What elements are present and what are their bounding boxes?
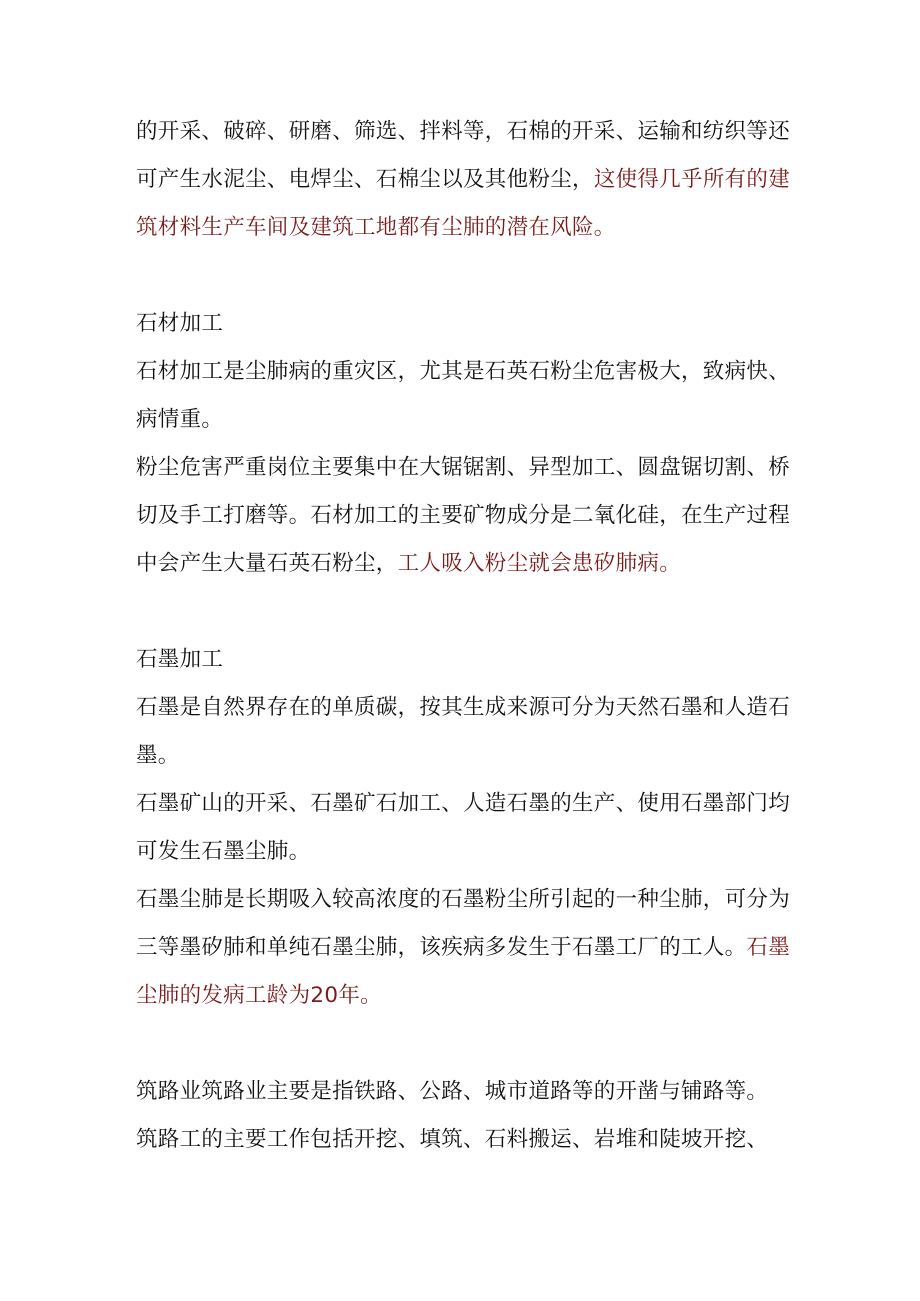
road-paragraph-2: 筑路工的主要工作包括开挖、填筑、石料搬运、岩堆和陡坡开挖、 xyxy=(136,1127,769,1152)
graphite-paragraph-3-highlight: 石墨尘肺的发病工龄为20年。 xyxy=(136,935,791,1008)
graphite-paragraph-2: 石墨矿山的开采、石墨矿石加工、人造石墨的生产、使用石墨部门均可发生石墨尘肺。 xyxy=(136,791,791,864)
section-heading-stone: 石材加工 xyxy=(136,311,224,336)
document-body xyxy=(136,108,796,1164)
section-heading-graphite: 石墨加工 xyxy=(136,647,224,672)
stone-paragraph-1: 石材加工是尘肺病的重灾区，尤其是石英石粉尘危害极大，致病快、病情重。 xyxy=(136,359,791,432)
road-paragraph-1: 筑路业筑路业主要是指铁路、公路、城市道路等的开凿与铺路等。 xyxy=(136,1079,769,1104)
intro-highlight: 这使得几乎所有的建筑材料生产车间及建筑工地都有尘肺的潜在风险。 xyxy=(136,167,791,240)
graphite-paragraph-3 xyxy=(136,876,796,1020)
intro-paragraph xyxy=(136,108,796,252)
graphite-paragraph-3-text: 石墨尘肺是长期吸入较高浓度的石墨粉尘所引起的一种尘肺，可分为三等墨矽肺和单纯石墨尘肺，该疾病多发生于石墨工厂的工人。 xyxy=(136,887,791,960)
stone-paragraph-2-text: 粉尘危害严重岗位主要集中在大锯锯割、异型加工、圆盘锯切割、桥切及手工打磨等。石材加工的主要矿物成分是二氧化硅，在生产过程中会产生大量石英石粉尘， xyxy=(136,455,791,576)
section-spacer xyxy=(136,588,796,636)
graphite-paragraph-1: 石墨是自然界存在的单质碳，按其生成来源可分为天然石墨和人造石墨。 xyxy=(136,695,791,768)
section-spacer xyxy=(136,252,796,300)
stone-paragraph-2 xyxy=(136,444,796,588)
section-spacer xyxy=(136,1020,796,1068)
intro-text: 的开采、破碎、研磨、筛选、拌料等，石棉的开采、运输和纺织等还可产生水泥尘、电焊尘、石棉尘以及其他粉尘， xyxy=(136,119,791,192)
stone-paragraph-2-highlight: 工人吸入粉尘就会患矽肺病。 xyxy=(397,551,682,576)
